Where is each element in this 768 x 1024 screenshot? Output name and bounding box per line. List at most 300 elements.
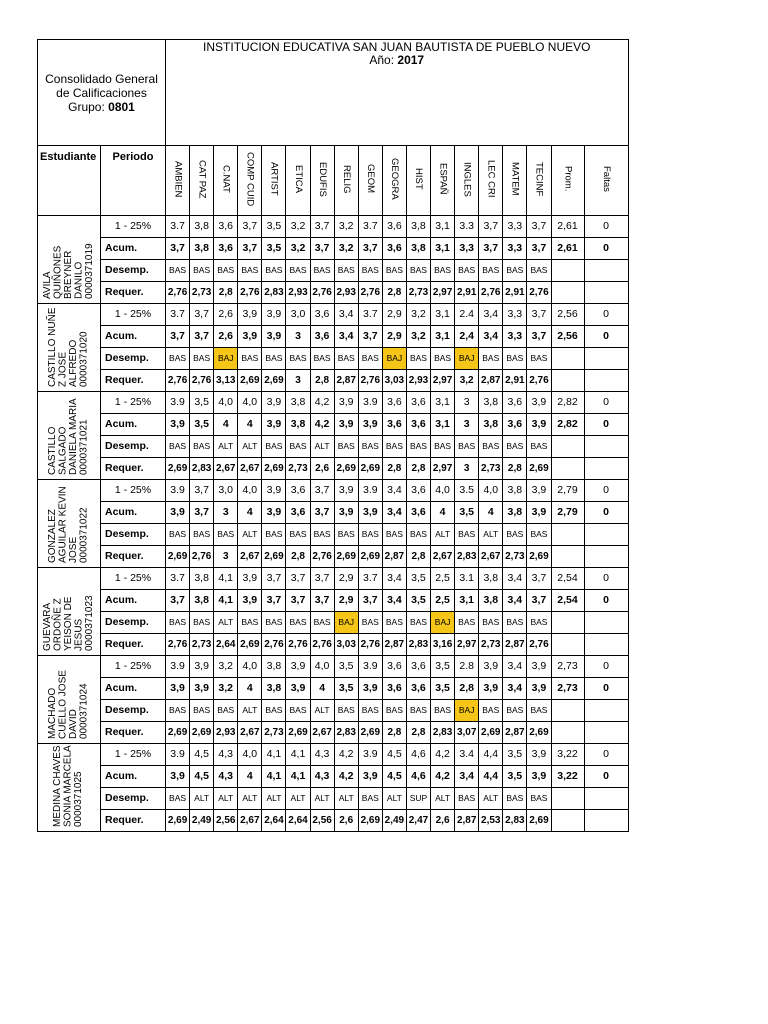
- performance-level: BAS: [503, 260, 527, 282]
- average-cell: 2,61: [551, 216, 584, 238]
- accumulated-grade: 4: [238, 766, 262, 788]
- row-label: Requer.: [101, 634, 166, 656]
- accumulated-grade: 3,9: [262, 502, 286, 524]
- required-grade: 2,97: [431, 370, 455, 392]
- required-grade: 2,76: [358, 634, 382, 656]
- row-label: Desemp.: [101, 524, 166, 546]
- required-grade: 2,69: [527, 546, 551, 568]
- period-grade: 3.7: [358, 568, 382, 590]
- required-grade: 2,76: [310, 282, 334, 304]
- accumulated-grade: 3,5: [455, 502, 479, 524]
- average-cell: 2,73: [551, 656, 584, 678]
- accumulated-grade: 3,7: [190, 326, 214, 348]
- required-grade: 2,76: [190, 370, 214, 392]
- subject-header: [527, 146, 551, 216]
- empty-cell: [584, 348, 628, 370]
- required-grade: 2,67: [238, 546, 262, 568]
- student-row: [38, 546, 629, 568]
- faltas-column-header: [584, 146, 628, 216]
- student-row: [38, 634, 629, 656]
- empty-cell: [584, 612, 628, 634]
- period-column-header: Periodo: [101, 146, 166, 216]
- required-grade: 2,76: [310, 546, 334, 568]
- row-label: Acum.: [101, 326, 166, 348]
- performance-level: BAS: [527, 700, 551, 722]
- empty-cell: [584, 436, 628, 458]
- accumulated-grade: 3,8: [479, 590, 503, 612]
- performance-level: BAS: [214, 700, 238, 722]
- accumulated-grade: 3,9: [166, 766, 190, 788]
- period-grade: 3: [455, 392, 479, 414]
- required-grade: 2,91: [455, 282, 479, 304]
- subject-header: [238, 146, 262, 216]
- accumulated-grade: 3,4: [455, 766, 479, 788]
- accumulated-grade: 3,6: [503, 414, 527, 436]
- performance-level: BAS: [166, 260, 190, 282]
- accumulated-absences-cell: 0: [584, 502, 628, 524]
- performance-level: BAS: [503, 612, 527, 634]
- period-grade: 4,5: [382, 744, 406, 766]
- absences-cell: 0: [584, 656, 628, 678]
- student-row: [38, 788, 629, 810]
- required-grade: 2,67: [310, 722, 334, 744]
- accumulated-grade: 3,9: [527, 414, 551, 436]
- period-grade: 3,1: [431, 304, 455, 326]
- required-grade: 2,69: [527, 722, 551, 744]
- accumulated-grade: 4,2: [310, 414, 334, 436]
- required-grade: 2,76: [166, 370, 190, 392]
- performance-level: BAS: [503, 524, 527, 546]
- required-grade: 2,69: [238, 634, 262, 656]
- student-row: [38, 260, 629, 282]
- subject-header: [382, 146, 406, 216]
- required-grade: 2,76: [527, 282, 551, 304]
- period-grade: 3,4: [382, 568, 406, 590]
- title-row: [38, 40, 629, 146]
- subject-header-label: RELIG: [340, 164, 352, 194]
- required-grade: 2,64: [262, 810, 286, 832]
- required-grade: 2,69: [262, 458, 286, 480]
- student-row: [38, 678, 629, 700]
- required-grade: 2,53: [479, 810, 503, 832]
- student-name: MACHADO CUELLO JOSE DAVID 0000371024: [47, 670, 90, 739]
- required-grade: 2,69: [358, 546, 382, 568]
- performance-level: BAS: [190, 436, 214, 458]
- required-grade: 2,67: [214, 458, 238, 480]
- period-grade: 4,2: [310, 392, 334, 414]
- period-grade: 3,8: [262, 656, 286, 678]
- required-grade: 2,73: [190, 282, 214, 304]
- required-grade: 2,69: [358, 810, 382, 832]
- performance-level: ALT: [286, 788, 310, 810]
- period-grade: 2.8: [455, 656, 479, 678]
- period-grade: 4,0: [431, 480, 455, 502]
- accumulated-grade: 3: [286, 326, 310, 348]
- student-row: [38, 700, 629, 722]
- subject-header-label: TECINF: [533, 161, 545, 197]
- performance-level: BAS: [431, 436, 455, 458]
- period-grade: 3,7: [527, 568, 551, 590]
- empty-cell: [551, 722, 584, 744]
- performance-level: BAS: [262, 436, 286, 458]
- performance-level: BAS: [479, 436, 503, 458]
- performance-level: BAS: [503, 436, 527, 458]
- required-grade: 2,93: [286, 282, 310, 304]
- performance-level: BAS: [238, 260, 262, 282]
- period-grade: 3,3: [503, 304, 527, 326]
- required-grade: 2,49: [190, 810, 214, 832]
- student-row: [38, 436, 629, 458]
- accumulated-grade: 4: [214, 414, 238, 436]
- student-row: [38, 282, 629, 304]
- prom-column-header: [551, 146, 584, 216]
- accumulated-grade: 4,4: [479, 766, 503, 788]
- period-grade: 3.7: [358, 304, 382, 326]
- period-grade: 3,7: [190, 480, 214, 502]
- performance-level: BAS: [190, 260, 214, 282]
- required-grade: 2,47: [406, 810, 430, 832]
- required-grade: 2,8: [382, 722, 406, 744]
- required-grade: 3,13: [214, 370, 238, 392]
- period-grade: 3,7: [262, 568, 286, 590]
- period-grade: 3,9: [190, 656, 214, 678]
- accumulated-grade: 3,9: [527, 766, 551, 788]
- required-grade: 2,87: [382, 546, 406, 568]
- accumulated-grade: 4: [310, 678, 334, 700]
- average-cell: 2,79: [551, 480, 584, 502]
- period-grade: 3,5: [431, 656, 455, 678]
- period-grade: 3,7: [527, 216, 551, 238]
- performance-level: BAS: [286, 700, 310, 722]
- required-grade: 3,16: [431, 634, 455, 656]
- accumulated-grade: 3,9: [358, 678, 382, 700]
- student-name: GUEVARA ORDOÑE Z YEISON DE JESUS 0000371023: [41, 595, 95, 651]
- performance-level: ALT: [479, 788, 503, 810]
- required-grade: 2,76: [527, 634, 551, 656]
- performance-level: BAS: [431, 260, 455, 282]
- required-grade: 2,69: [238, 370, 262, 392]
- prom-column-header-label: Prom.: [562, 166, 574, 192]
- empty-cell: [584, 634, 628, 656]
- report-title-line2: de Calificaciones: [56, 85, 147, 100]
- period-grade: 3.9: [166, 744, 190, 766]
- accumulated-grade: 3,8: [190, 238, 214, 260]
- performance-level: BAS: [406, 700, 430, 722]
- subject-header: [310, 146, 334, 216]
- accumulated-grade: 4,5: [382, 766, 406, 788]
- accumulated-grade: 3,3: [503, 238, 527, 260]
- performance-level: BAS: [382, 700, 406, 722]
- period-grade: 3,7: [527, 304, 551, 326]
- row-label: 1 - 25%: [101, 392, 166, 414]
- period-grade: 4,0: [238, 480, 262, 502]
- accumulated-grade: 3,8: [406, 238, 430, 260]
- empty-cell: [551, 282, 584, 304]
- accumulated-absences-cell: 0: [584, 590, 628, 612]
- period-grade: 3,2: [334, 216, 358, 238]
- performance-level: BAS: [455, 260, 479, 282]
- absences-cell: 0: [584, 216, 628, 238]
- subject-header-label: ESPAÑ: [437, 163, 449, 195]
- required-grade: 2,73: [406, 282, 430, 304]
- accumulated-grade: 3,7: [310, 502, 334, 524]
- accumulated-absences-cell: 0: [584, 678, 628, 700]
- accumulated-grade: 3,8: [286, 414, 310, 436]
- required-grade: 2,8: [286, 546, 310, 568]
- required-grade: 3,2: [455, 370, 479, 392]
- accumulated-grade: 3,6: [310, 326, 334, 348]
- row-label: 1 - 25%: [101, 304, 166, 326]
- period-grade: 3,9: [527, 744, 551, 766]
- required-grade: 2,67: [431, 546, 455, 568]
- performance-level: ALT: [310, 700, 334, 722]
- required-grade: 2,76: [286, 634, 310, 656]
- accumulated-grade: 3,3: [455, 238, 479, 260]
- group-label: Grupo:: [68, 99, 105, 114]
- required-grade: 2,69: [166, 546, 190, 568]
- required-grade: 3: [455, 458, 479, 480]
- student-row: [38, 458, 629, 480]
- average-cell: 3,22: [551, 744, 584, 766]
- period-grade: 3,8: [479, 392, 503, 414]
- period-grade: 3,7: [190, 304, 214, 326]
- period-grade: 4,1: [214, 568, 238, 590]
- performance-level: BAS: [190, 612, 214, 634]
- row-label: Acum.: [101, 678, 166, 700]
- accumulated-grade: 3,7: [527, 590, 551, 612]
- required-grade: 2,73: [190, 634, 214, 656]
- period-grade: 3,6: [310, 304, 334, 326]
- performance-level: BAS: [166, 788, 190, 810]
- performance-level: BAS: [166, 348, 190, 370]
- row-label: Desemp.: [101, 260, 166, 282]
- accumulated-grade: 3,6: [382, 678, 406, 700]
- accumulated-grade: 3,2: [334, 238, 358, 260]
- period-grade: 3,9: [527, 392, 551, 414]
- accumulated-grade: 3,6: [406, 502, 430, 524]
- row-label: Acum.: [101, 414, 166, 436]
- accumulated-grade: 3,4: [503, 678, 527, 700]
- row-label: Desemp.: [101, 348, 166, 370]
- accumulated-grade: 3,1: [431, 238, 455, 260]
- required-grade: 2,83: [431, 722, 455, 744]
- accumulated-grade: 3,7: [310, 238, 334, 260]
- required-grade: 2,87: [455, 810, 479, 832]
- row-label: Acum.: [101, 766, 166, 788]
- subject-header-label: LEC CRI: [485, 160, 497, 198]
- required-grade: 2,73: [503, 546, 527, 568]
- period-grade: 2.4: [455, 304, 479, 326]
- row-label: 1 - 25%: [101, 216, 166, 238]
- subject-header-label: HIST: [413, 168, 425, 190]
- accumulated-average-cell: 2,61: [551, 238, 584, 260]
- period-grade: 3,9: [286, 656, 310, 678]
- performance-level: ALT: [190, 788, 214, 810]
- subject-header-label: GEOGRA: [389, 158, 401, 200]
- period-grade: 3.9: [358, 392, 382, 414]
- performance-level: BAS: [262, 524, 286, 546]
- performance-level: BAS: [358, 612, 382, 634]
- performance-level: BAS: [479, 348, 503, 370]
- row-label: 1 - 25%: [101, 656, 166, 678]
- performance-level: BAS: [334, 436, 358, 458]
- accumulated-grade: 3,3: [503, 326, 527, 348]
- period-grade: 3,9: [479, 656, 503, 678]
- accumulated-grade: 3,7: [166, 326, 190, 348]
- required-grade: 2,6: [310, 458, 334, 480]
- period-grade: 4,2: [431, 744, 455, 766]
- required-grade: 2,91: [503, 282, 527, 304]
- performance-level: BAS: [527, 788, 551, 810]
- required-grade: 2,87: [479, 370, 503, 392]
- period-grade: 3,9: [334, 392, 358, 414]
- performance-level: BAS: [286, 436, 310, 458]
- required-grade: 2,97: [431, 458, 455, 480]
- performance-level: BAS: [382, 436, 406, 458]
- subject-header-label: ARTIST: [268, 162, 280, 196]
- period-grade: 3,1: [431, 216, 455, 238]
- performance-level: BAS: [503, 788, 527, 810]
- performance-level: BAS: [382, 612, 406, 634]
- group-value: 0801: [108, 99, 135, 114]
- performance-level: ALT: [310, 436, 334, 458]
- performance-level: ALT: [479, 524, 503, 546]
- required-grade: 2,56: [214, 810, 238, 832]
- accumulated-grade: 2,6: [214, 326, 238, 348]
- performance-level: BAS: [358, 700, 382, 722]
- performance-level: BAS: [358, 524, 382, 546]
- required-grade: 2,69: [334, 546, 358, 568]
- period-grade: 3,6: [406, 480, 430, 502]
- performance-level: BAS: [190, 700, 214, 722]
- period-grade: 2,9: [382, 304, 406, 326]
- subject-header-label: GEOM: [365, 164, 377, 194]
- empty-cell: [551, 524, 584, 546]
- performance-level: BAS: [455, 788, 479, 810]
- student-row: [38, 568, 629, 590]
- accumulated-grade: 4: [238, 678, 262, 700]
- faltas-column-header-label: Faltas: [600, 166, 612, 192]
- period-grade: 3,2: [406, 304, 430, 326]
- accumulated-grade: 3,8: [479, 414, 503, 436]
- performance-level: BAS: [262, 348, 286, 370]
- grades-sheet: [37, 39, 629, 832]
- required-grade: 2,69: [262, 546, 286, 568]
- accumulated-grade: 3,7: [358, 326, 382, 348]
- required-grade: 2,97: [455, 634, 479, 656]
- required-grade: 2,8: [406, 458, 430, 480]
- empty-cell: [584, 722, 628, 744]
- subject-header-label: COMP CUID: [244, 151, 256, 207]
- period-grade: 3.9: [358, 744, 382, 766]
- period-grade: 3,6: [382, 656, 406, 678]
- subject-header: [431, 146, 455, 216]
- student-name-cell: [38, 656, 101, 744]
- period-grade: 4,3: [214, 744, 238, 766]
- subject-header: [455, 146, 479, 216]
- performance-level: BAS: [382, 260, 406, 282]
- accumulated-grade: 3,7: [190, 502, 214, 524]
- performance-level: BAS: [455, 436, 479, 458]
- performance-level: BAS: [455, 612, 479, 634]
- required-grade: 2,76: [166, 634, 190, 656]
- performance-level: BAS: [503, 348, 527, 370]
- period-grade: 3,5: [406, 568, 430, 590]
- student-row: [38, 722, 629, 744]
- row-label: Acum.: [101, 502, 166, 524]
- required-grade: 2,64: [214, 634, 238, 656]
- period-grade: 3,7: [479, 216, 503, 238]
- period-grade: 4,2: [334, 744, 358, 766]
- empty-cell: [551, 370, 584, 392]
- student-name-cell: [38, 480, 101, 568]
- performance-level: BAS: [334, 348, 358, 370]
- student-column-header: Estudiante: [38, 146, 101, 216]
- accumulated-grade: 4: [431, 502, 455, 524]
- required-grade: 3,03: [382, 370, 406, 392]
- required-grade: 2,6: [334, 810, 358, 832]
- accumulated-grade: 3,9: [286, 678, 310, 700]
- row-label: Requer.: [101, 458, 166, 480]
- row-label: Requer.: [101, 546, 166, 568]
- performance-level: BAS: [527, 260, 551, 282]
- period-grade: 3,8: [503, 480, 527, 502]
- accumulated-grade: 3,5: [334, 678, 358, 700]
- accumulated-grade: 3,5: [503, 766, 527, 788]
- student-row: [38, 414, 629, 436]
- period-grade: 3,9: [262, 392, 286, 414]
- required-grade: 2,69: [358, 458, 382, 480]
- accumulated-grade: 2,9: [382, 326, 406, 348]
- accumulated-grade: 3,9: [262, 326, 286, 348]
- required-grade: 2,67: [238, 458, 262, 480]
- performance-level: BAS: [214, 524, 238, 546]
- performance-level: BAS: [190, 348, 214, 370]
- required-grade: 2,8: [406, 546, 430, 568]
- performance-level: SUP: [406, 788, 430, 810]
- required-grade: 2,76: [262, 634, 286, 656]
- grades-body: [38, 216, 629, 832]
- required-grade: 2,83: [455, 546, 479, 568]
- accumulated-grade: 3,9: [166, 502, 190, 524]
- absences-cell: 0: [584, 480, 628, 502]
- subject-header: [262, 146, 286, 216]
- row-label: 1 - 25%: [101, 480, 166, 502]
- accumulated-grade: 3,7: [238, 238, 262, 260]
- accumulated-grade: 4,1: [214, 590, 238, 612]
- empty-cell: [551, 546, 584, 568]
- student-name-cell: [38, 304, 101, 392]
- absences-cell: 0: [584, 304, 628, 326]
- accumulated-grade: 3,4: [382, 502, 406, 524]
- accumulated-absences-cell: 0: [584, 326, 628, 348]
- performance-level: BAS: [503, 700, 527, 722]
- performance-level: BAS: [527, 348, 551, 370]
- performance-level: BAS: [286, 260, 310, 282]
- accumulated-grade: 3,5: [262, 238, 286, 260]
- accumulated-grade: 4: [238, 502, 262, 524]
- period-grade: 3.4: [455, 744, 479, 766]
- accumulated-average-cell: 2,82: [551, 414, 584, 436]
- period-grade: 3.7: [166, 216, 190, 238]
- year-value: 2017: [397, 53, 425, 67]
- empty-cell: [584, 700, 628, 722]
- period-grade: 3,9: [262, 480, 286, 502]
- accumulated-grade: 3,7: [527, 238, 551, 260]
- period-grade: 3,4: [503, 656, 527, 678]
- required-grade: 2,83: [503, 810, 527, 832]
- report-info-cell: [38, 40, 166, 146]
